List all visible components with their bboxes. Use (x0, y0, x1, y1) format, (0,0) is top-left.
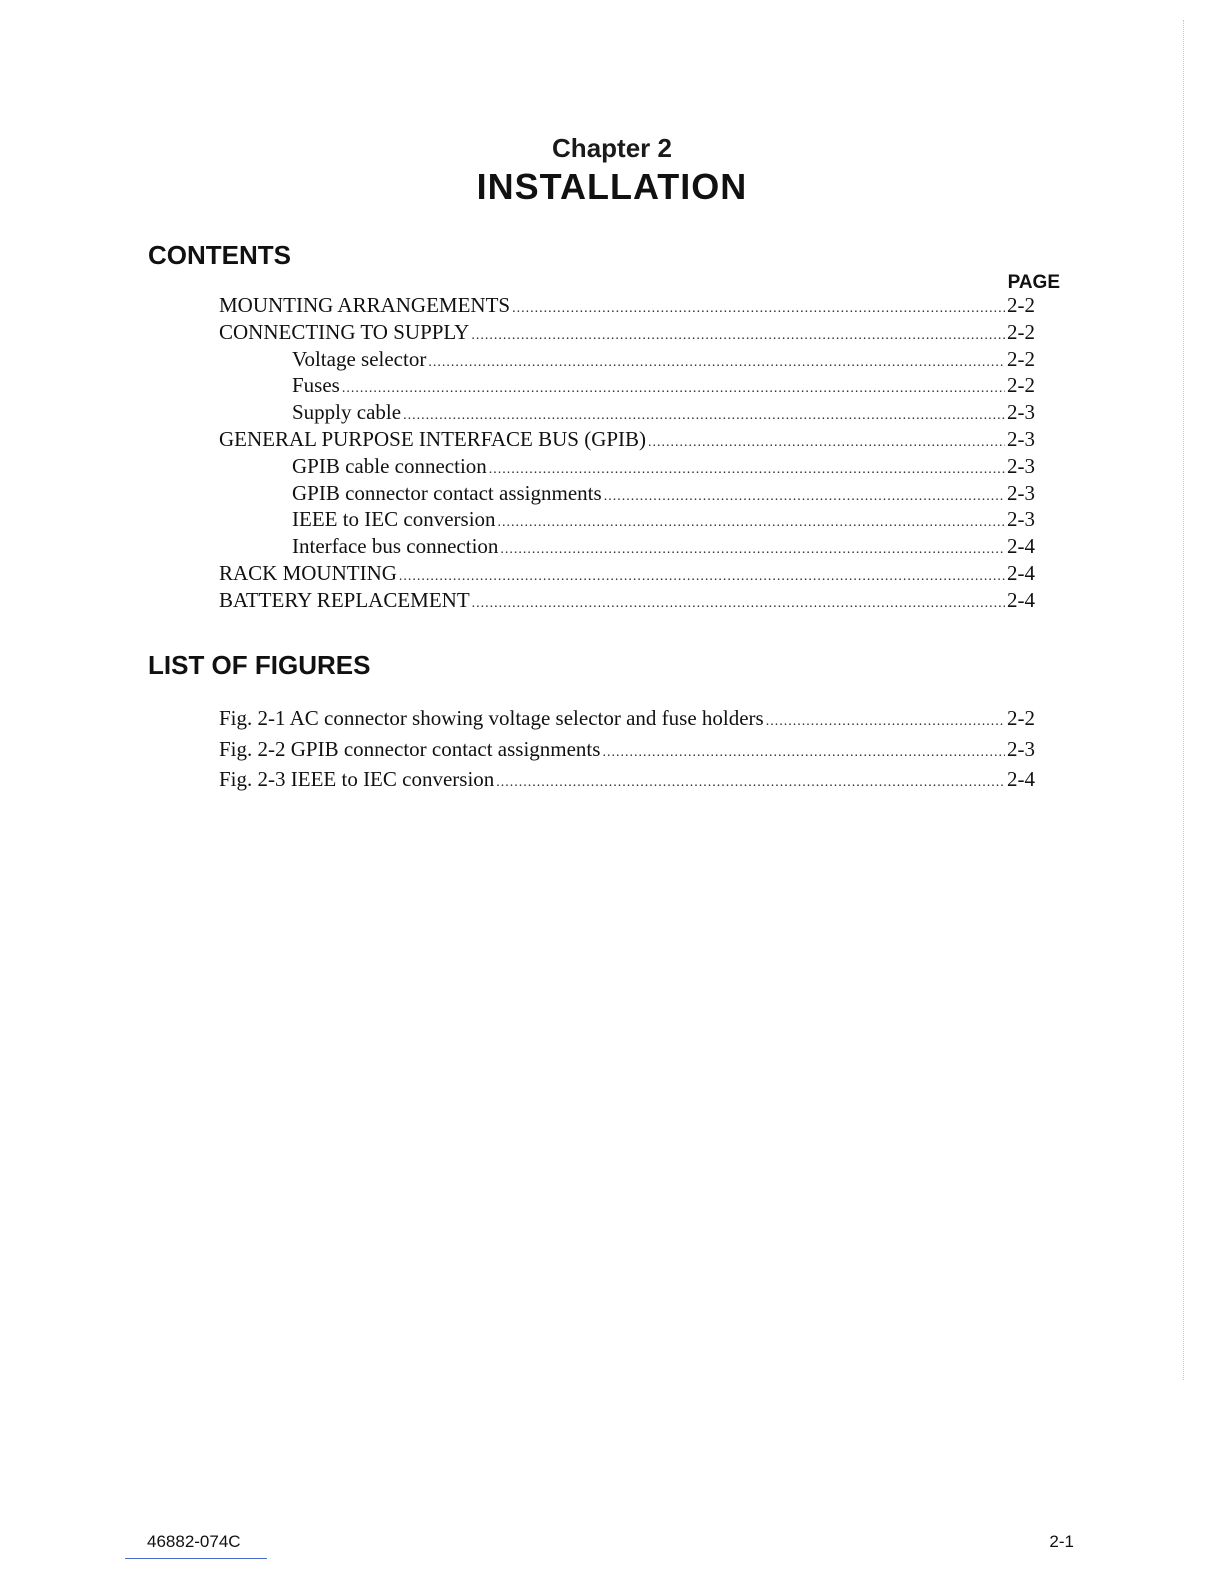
leader-dots (428, 351, 1005, 375)
contents-list (219, 294, 1035, 616)
toc-entry-page: 2-4 (1007, 587, 1035, 612)
toc-entry (219, 482, 1035, 509)
toc-entry-page: 2-2 (1007, 319, 1035, 344)
figure-entry (219, 736, 1035, 767)
toc-entry (219, 562, 1035, 589)
leader-dots (403, 404, 1005, 428)
contents-heading: CONTENTS (148, 240, 291, 270)
toc-entry-page: 2-3 (1007, 453, 1035, 478)
toc-entry-page: 2-3 (1007, 507, 1035, 532)
figures-heading: LIST OF FIGURES (148, 650, 371, 680)
figure-entry-page: 2-4 (1007, 767, 1035, 792)
toc-entry-page: 2-3 (1007, 426, 1035, 451)
figure-entry-page: 2-3 (1007, 736, 1035, 761)
leader-dots (512, 297, 1005, 321)
toc-entry-page: 2-4 (1007, 560, 1035, 585)
leader-dots (399, 565, 1005, 589)
leader-dots (766, 708, 1005, 736)
toc-entry (219, 294, 1035, 321)
leader-dots (342, 377, 1005, 401)
figure-entry-title: Fig. 2-2 GPIB connector contact assignments (219, 736, 601, 761)
toc-entry-title: Supply cable (292, 400, 402, 425)
toc-entry-title: Voltage selector (292, 346, 427, 371)
toc-entry-title: Fuses (292, 373, 340, 398)
leader-dots (500, 538, 1005, 562)
toc-entry-title: MOUNTING ARRANGEMENTS (219, 293, 511, 317)
figure-entry-title: Fig. 2-3 IEEE to IEC conversion (219, 767, 495, 792)
toc-entry-title: GENERAL PURPOSE INTERFACE BUS (GPIB) (219, 426, 647, 451)
page-edge-line (1183, 20, 1184, 1380)
leader-dots (604, 485, 1005, 509)
figure-entry (219, 766, 1035, 797)
toc-entry (219, 589, 1035, 616)
toc-entry-title: Interface bus connection (292, 534, 499, 559)
page-column-label: PAGE (1007, 272, 1060, 293)
figure-entry-title: Fig. 2-1 AC connector showing voltage selector and fuse holders (219, 706, 764, 730)
figures-list (219, 705, 1035, 797)
chapter-title: INSTALLATION (476, 166, 748, 207)
toc-entry (219, 428, 1035, 455)
toc-entry-title: GPIB connector contact assignments (292, 480, 602, 505)
chapter-label: Chapter 2 (552, 133, 672, 163)
figure-entry-page: 2-2 (1007, 706, 1035, 730)
leader-dots (648, 431, 1005, 455)
toc-entry (219, 348, 1035, 375)
toc-entry (219, 508, 1035, 535)
leader-dots (498, 511, 1005, 535)
leader-dots (471, 324, 1005, 348)
toc-entry (219, 374, 1035, 401)
footer-rule (125, 1558, 267, 1559)
leader-dots (602, 739, 1005, 767)
toc-entry-page: 2-2 (1007, 373, 1035, 398)
toc-entry-title: BATTERY REPLACEMENT (219, 587, 470, 612)
toc-entry (219, 401, 1035, 428)
toc-entry-page: 2-4 (1007, 534, 1035, 559)
leader-dots (472, 592, 1005, 616)
document-number: 46882-074C (147, 1532, 241, 1551)
toc-entry (219, 455, 1035, 482)
toc-entry-page: 2-3 (1007, 480, 1035, 505)
toc-entry-page: 2-2 (1007, 346, 1035, 371)
toc-entry-title: RACK MOUNTING (219, 560, 397, 585)
leader-dots (489, 458, 1005, 482)
toc-entry (219, 321, 1035, 348)
toc-entry (219, 535, 1035, 562)
toc-entry-title: CONNECTING TO SUPPLY (219, 319, 470, 344)
toc-entry-title: GPIB cable connection (292, 453, 487, 478)
toc-entry-page: 2-2 (1007, 293, 1035, 317)
page-number: 2-1 (1049, 1532, 1074, 1551)
toc-entry-page: 2-3 (1007, 400, 1035, 425)
figure-entry (219, 705, 1035, 736)
leader-dots (496, 769, 1005, 797)
toc-entry-title: IEEE to IEC conversion (292, 507, 496, 532)
